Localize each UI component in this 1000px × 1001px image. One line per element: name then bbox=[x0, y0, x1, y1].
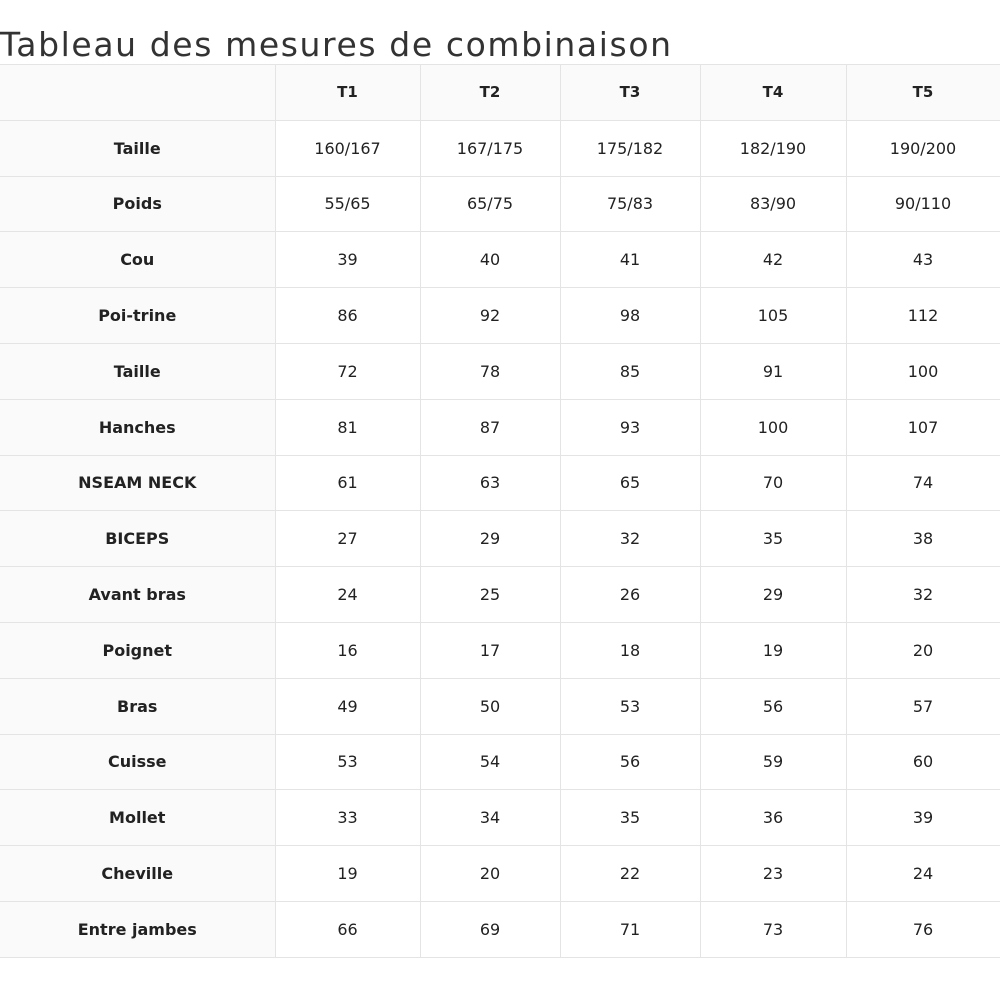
table-cell-t2: 167/175 bbox=[420, 120, 560, 176]
table-body bbox=[0, 120, 1000, 957]
table-cell-t3: 32 bbox=[560, 511, 700, 567]
table-cell-t4: 91 bbox=[700, 343, 846, 399]
table-cell-t4: 42 bbox=[700, 232, 846, 288]
table-row bbox=[0, 678, 1000, 734]
row-label: Poids bbox=[0, 176, 275, 232]
table-cell-t5: 20 bbox=[846, 622, 1000, 678]
table-cell-t1: 81 bbox=[275, 399, 420, 455]
table-cell-t1: 160/167 bbox=[275, 120, 420, 176]
table-row bbox=[0, 343, 1000, 399]
table-cell-t4: 182/190 bbox=[700, 120, 846, 176]
table-cell-t2: 29 bbox=[420, 511, 560, 567]
table-cell-t4: 105 bbox=[700, 288, 846, 344]
table-cell-t3: 56 bbox=[560, 734, 700, 790]
table-cell-t5: 43 bbox=[846, 232, 1000, 288]
table-cell-t5: 107 bbox=[846, 399, 1000, 455]
table-cell-t3: 18 bbox=[560, 622, 700, 678]
table-cell-t5: 38 bbox=[846, 511, 1000, 567]
table-cell-t3: 53 bbox=[560, 678, 700, 734]
table-cell-t4: 70 bbox=[700, 455, 846, 511]
table-cell-t3: 75/83 bbox=[560, 176, 700, 232]
table-cell-t5: 112 bbox=[846, 288, 1000, 344]
table-row bbox=[0, 901, 1000, 957]
table-cell-t1: 39 bbox=[275, 232, 420, 288]
table-cell-t3: 71 bbox=[560, 901, 700, 957]
table-cell-t4: 19 bbox=[700, 622, 846, 678]
row-label: Poi-trine bbox=[0, 288, 275, 344]
column-header-t1: T1 bbox=[275, 65, 420, 121]
table-cell-t4: 100 bbox=[700, 399, 846, 455]
table-cell-t5: 76 bbox=[846, 901, 1000, 957]
table-cell-t2: 34 bbox=[420, 790, 560, 846]
row-label: Hanches bbox=[0, 399, 275, 455]
table-cell-t2: 78 bbox=[420, 343, 560, 399]
table-cell-t5: 32 bbox=[846, 567, 1000, 623]
page-title: Tableau des mesures de combinaison bbox=[0, 25, 673, 64]
table-cell-t2: 40 bbox=[420, 232, 560, 288]
table-cell-t3: 22 bbox=[560, 846, 700, 902]
table-cell-t3: 41 bbox=[560, 232, 700, 288]
table-cell-t2: 20 bbox=[420, 846, 560, 902]
table-cell-t1: 66 bbox=[275, 901, 420, 957]
table-row bbox=[0, 622, 1000, 678]
table-cell-t5: 74 bbox=[846, 455, 1000, 511]
table-cell-t2: 50 bbox=[420, 678, 560, 734]
row-label: Poignet bbox=[0, 622, 275, 678]
table-cell-t5: 60 bbox=[846, 734, 1000, 790]
row-label: Cuisse bbox=[0, 734, 275, 790]
table-cell-t2: 92 bbox=[420, 288, 560, 344]
table-cell-t4: 59 bbox=[700, 734, 846, 790]
table-cell-t3: 35 bbox=[560, 790, 700, 846]
table-cell-t4: 29 bbox=[700, 567, 846, 623]
table-cell-t2: 17 bbox=[420, 622, 560, 678]
table-cell-t5: 39 bbox=[846, 790, 1000, 846]
row-label: Mollet bbox=[0, 790, 275, 846]
row-label: BICEPS bbox=[0, 511, 275, 567]
table-cell-t4: 83/90 bbox=[700, 176, 846, 232]
column-header-t3: T3 bbox=[560, 65, 700, 121]
table-cell-t4: 36 bbox=[700, 790, 846, 846]
column-header-t4: T4 bbox=[700, 65, 846, 121]
table-cell-t5: 100 bbox=[846, 343, 1000, 399]
table-cell-t1: 49 bbox=[275, 678, 420, 734]
table-cell-t1: 16 bbox=[275, 622, 420, 678]
table-row bbox=[0, 288, 1000, 344]
row-label: Entre jambes bbox=[0, 901, 275, 957]
row-label: Taille bbox=[0, 343, 275, 399]
column-header-t5: T5 bbox=[846, 65, 1000, 121]
table-cell-t5: 57 bbox=[846, 678, 1000, 734]
table-row bbox=[0, 176, 1000, 232]
table-cell-t1: 27 bbox=[275, 511, 420, 567]
table-row bbox=[0, 455, 1000, 511]
table-cell-t3: 85 bbox=[560, 343, 700, 399]
table-row bbox=[0, 846, 1000, 902]
row-label: Cheville bbox=[0, 846, 275, 902]
row-label: NSEAM NECK bbox=[0, 455, 275, 511]
table-cell-t2: 69 bbox=[420, 901, 560, 957]
table-cell-t1: 53 bbox=[275, 734, 420, 790]
table-cell-t3: 93 bbox=[560, 399, 700, 455]
table-cell-t1: 19 bbox=[275, 846, 420, 902]
table-cell-t5: 190/200 bbox=[846, 120, 1000, 176]
table-row bbox=[0, 511, 1000, 567]
table-cell-t2: 25 bbox=[420, 567, 560, 623]
table-row bbox=[0, 232, 1000, 288]
table-cell-t4: 73 bbox=[700, 901, 846, 957]
table-cell-t2: 65/75 bbox=[420, 176, 560, 232]
table-cell-t1: 55/65 bbox=[275, 176, 420, 232]
row-label: Taille bbox=[0, 120, 275, 176]
table-row bbox=[0, 567, 1000, 623]
table-header bbox=[0, 65, 1000, 121]
table-cell-t1: 24 bbox=[275, 567, 420, 623]
table-cell-t3: 65 bbox=[560, 455, 700, 511]
table-cell-t2: 54 bbox=[420, 734, 560, 790]
column-header-t2: T2 bbox=[420, 65, 560, 121]
table-cell-t4: 56 bbox=[700, 678, 846, 734]
table-cell-t5: 24 bbox=[846, 846, 1000, 902]
table-row bbox=[0, 734, 1000, 790]
header-row bbox=[0, 65, 1000, 121]
table-cell-t3: 175/182 bbox=[560, 120, 700, 176]
table-row bbox=[0, 399, 1000, 455]
table-cell-t4: 23 bbox=[700, 846, 846, 902]
header-corner-cell bbox=[0, 65, 275, 121]
table-cell-t3: 98 bbox=[560, 288, 700, 344]
table-cell-t1: 61 bbox=[275, 455, 420, 511]
table-row bbox=[0, 790, 1000, 846]
table-row bbox=[0, 120, 1000, 176]
size-chart-table bbox=[0, 64, 1000, 958]
row-label: Cou bbox=[0, 232, 275, 288]
table-cell-t1: 86 bbox=[275, 288, 420, 344]
table-cell-t3: 26 bbox=[560, 567, 700, 623]
table-cell-t5: 90/110 bbox=[846, 176, 1000, 232]
table-cell-t4: 35 bbox=[700, 511, 846, 567]
table-cell-t1: 72 bbox=[275, 343, 420, 399]
table-cell-t2: 87 bbox=[420, 399, 560, 455]
size-table-container bbox=[0, 64, 1000, 958]
table-cell-t1: 33 bbox=[275, 790, 420, 846]
row-label: Bras bbox=[0, 678, 275, 734]
table-cell-t2: 63 bbox=[420, 455, 560, 511]
row-label: Avant bras bbox=[0, 567, 275, 623]
